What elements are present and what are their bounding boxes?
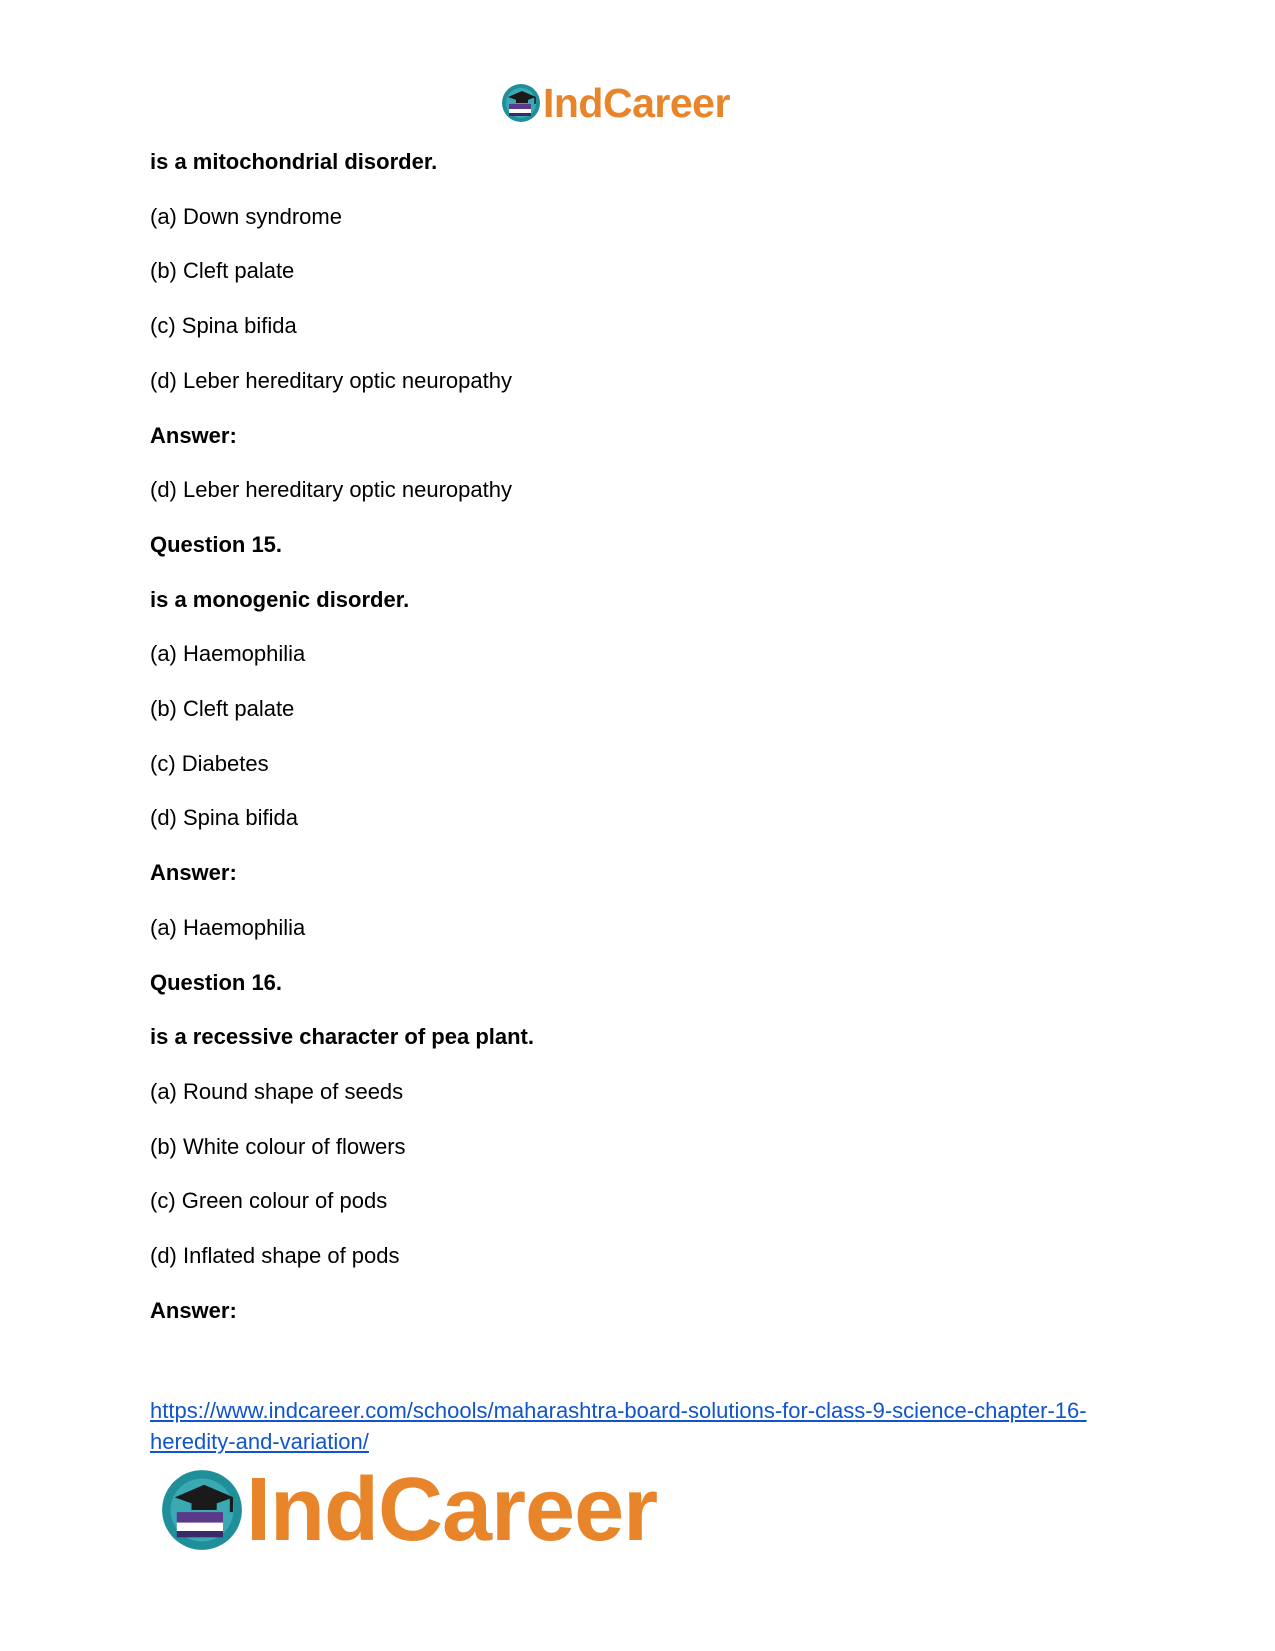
option-line: (c) Diabetes (150, 751, 269, 776)
heading-line: is a monogenic disorder. (150, 587, 410, 612)
option-line: (d) Spina bifida (150, 805, 298, 830)
option-line: (d) Inflated shape of pods (150, 1243, 400, 1268)
option-line: (a) Round shape of seeds (150, 1079, 404, 1104)
header-logo-text: IndCareer (543, 80, 730, 126)
footer-logo-text: IndCareer (246, 1460, 658, 1560)
graduation-book-icon (501, 83, 541, 123)
option-line: (b) White colour of flowers (150, 1134, 406, 1159)
footer-logo (160, 1460, 657, 1560)
option-line: (b) Cleft palate (150, 696, 295, 721)
option-line: (b) Cleft palate (150, 258, 295, 283)
option-line: (c) Spina bifida (150, 313, 297, 338)
graduation-book-icon (160, 1468, 244, 1552)
heading-line: Answer: (150, 860, 237, 885)
heading-line: is a mitochondrial disorder. (150, 149, 438, 174)
heading-line: Question 15. (150, 532, 283, 557)
option-line: (d) Leber hereditary optic neuropathy (150, 477, 512, 502)
source-link[interactable]: https://www.indcareer.com/schools/maharashtra-board-solutions-for-class-9-science-chapter-16-heredity-and-variation/ (150, 1398, 1087, 1454)
heading-line: Answer: (150, 423, 237, 448)
option-line: (c) Green colour of pods (150, 1188, 388, 1213)
option-line: (a) Haemophilia (150, 915, 306, 940)
heading-line: Answer: (150, 1298, 237, 1323)
option-line: (d) Leber hereditary optic neuropathy (150, 368, 512, 393)
heading-line: is a recessive character of pea plant. (150, 1024, 534, 1049)
option-line: (a) Down syndrome (150, 204, 342, 229)
header-logo (501, 80, 730, 126)
option-line: (a) Haemophilia (150, 641, 306, 666)
heading-line: Question 16. (150, 970, 283, 995)
